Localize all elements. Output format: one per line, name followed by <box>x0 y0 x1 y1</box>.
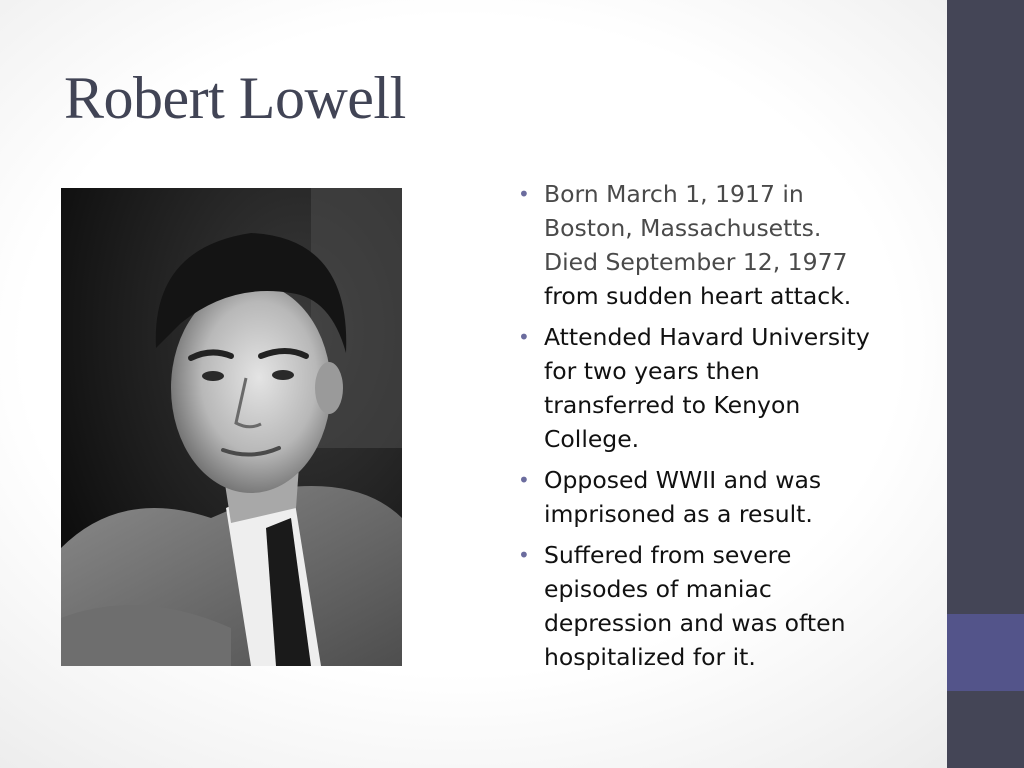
bullet-text-line: Died September 12, 1977 <box>544 248 848 276</box>
bullet-text-line: imprisoned as a result. <box>544 500 813 528</box>
bullet-text-line: transferred to Kenyon <box>544 391 801 419</box>
bullet-text-line: Attended Havard University <box>544 323 870 351</box>
bullet-text-line: Boston, Massachusetts. <box>544 214 822 242</box>
bullet-text-line: Opposed WWII and was <box>544 466 822 494</box>
bullet-text-line: episodes of maniac <box>544 575 772 603</box>
side-accent-block <box>947 614 1024 691</box>
bullet-item <box>518 177 938 313</box>
slide-title: Robert Lowell <box>64 65 406 131</box>
bullet-item <box>518 463 938 531</box>
bullet-text-line: for two years then <box>544 357 760 385</box>
bullet-text-line: Born March 1, 1917 in <box>544 180 804 208</box>
bullet-text-line: from sudden heart attack. <box>544 282 852 310</box>
bullet-item <box>518 538 938 674</box>
bullet-dot-icon: • <box>518 325 530 349</box>
portrait-photo <box>61 188 402 666</box>
bullet-text-line: College. <box>544 425 640 453</box>
bullet-item <box>518 320 938 456</box>
bullet-text-line: hospitalized for it. <box>544 643 756 671</box>
bullet-dot-icon: • <box>518 182 530 206</box>
bullet-text-line: depression and was often <box>544 609 846 637</box>
bullet-dot-icon: • <box>518 468 530 492</box>
bullet-dot-icon: • <box>518 543 530 567</box>
bullet-text-line: Suffered from severe <box>544 541 792 569</box>
bullet-list <box>518 177 938 681</box>
